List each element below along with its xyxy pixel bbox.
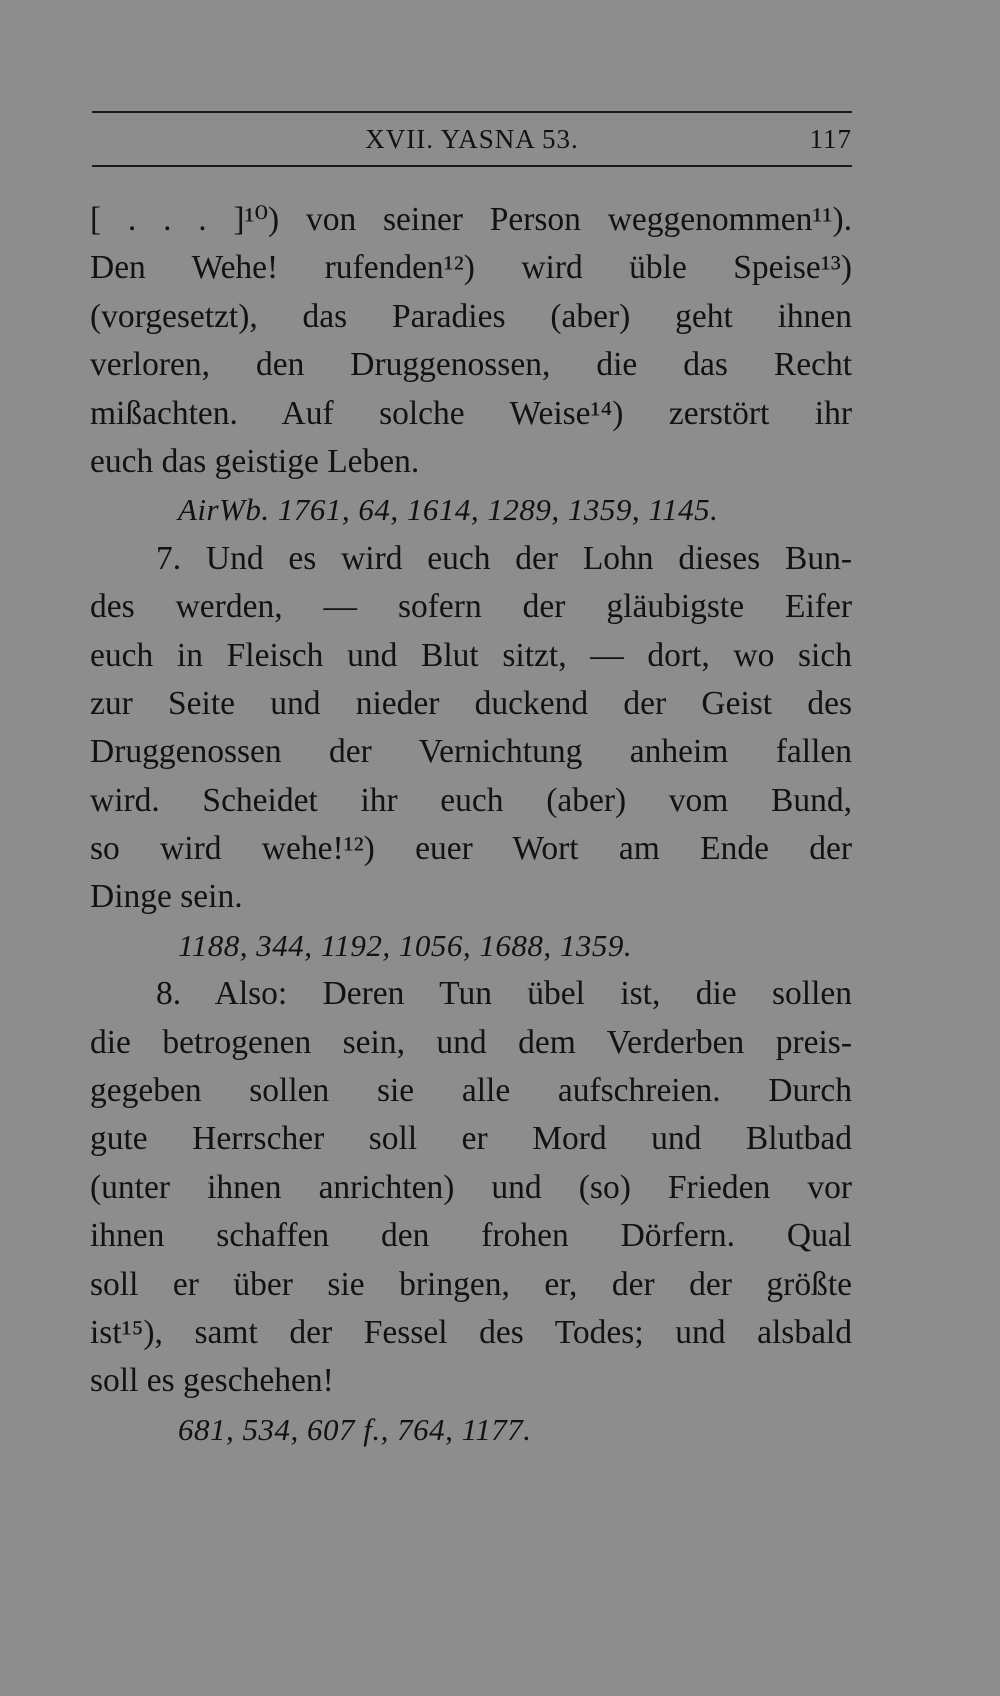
text-line: zur Seite und nieder duckend der Geist des [90,684,852,722]
text-line: soll er über sie bringen, er, der der größte [90,1265,852,1303]
reference-numbers: AirWb. 1761, 64, 1614, 1289, 1359, 1145. [178,492,719,528]
text-line: verloren, den Druggenossen, die das Recht [90,346,852,384]
text-line: gute Herrscher soll er Mord und Blutbad [90,1120,852,1158]
text-line: (unter ihnen anrichten) und (so) Frieden vor [90,1168,852,1206]
header-top-rule [92,111,852,113]
page-number: 117 [809,124,852,154]
text-line: des werden, — sofern der gläubigste Eifer [90,588,852,626]
text-line: Druggenossen der Vernichtung anheim fallen [90,733,852,771]
text-line: so wird wehe!¹²) euer Wort am Ende der [90,830,852,868]
running-head: XVII. YASNA 53. [365,124,579,154]
text-line: euch das geistige Leben. [90,442,420,480]
page-header [92,118,852,160]
text-line: [ . . . ]¹⁰) von seiner Person weggenommen¹¹). [90,201,852,238]
text-line: euch in Fleisch und Blut sitzt, — dort, wo sich [90,636,852,674]
paragraph-start-line: 8. Also: Deren Tun übel ist, die sollen [156,975,852,1013]
text-line: wird. Scheidet ihr euch (aber) vom Bund, [90,781,852,819]
header-bottom-rule [92,165,852,167]
text-line: Den Wehe! rufenden¹²) wird üble Speise¹³) [90,249,852,287]
text-line: ist¹⁵), samt der Fessel des Todes; und alsbald [90,1313,852,1351]
text-line: soll es geschehen! [90,1362,334,1400]
page-body [90,196,852,1454]
reference-numbers: 1188, 344, 1192, 1056, 1688, 1359. [178,927,633,963]
text-line: (vorgesetzt), das Paradies (aber) geht ihnen [90,297,852,335]
paragraph-start-line: 7. Und es wird euch der Lohn dieses Bun- [156,539,852,577]
text-line: mißachten. Auf solche Weise¹⁴) zerstört ihr [90,394,852,432]
text-line: die betrogenen sein, und dem Verderben preis- [90,1023,852,1061]
reference-numbers: 681, 534, 607 f., 764, 1177. [178,1411,532,1447]
text-line: gegeben sollen sie alle aufschreien. Durch [90,1072,852,1110]
text-line: Dinge sein. [90,878,243,916]
text-line: ihnen schaffen den frohen Dörfern. Qual [90,1217,852,1255]
